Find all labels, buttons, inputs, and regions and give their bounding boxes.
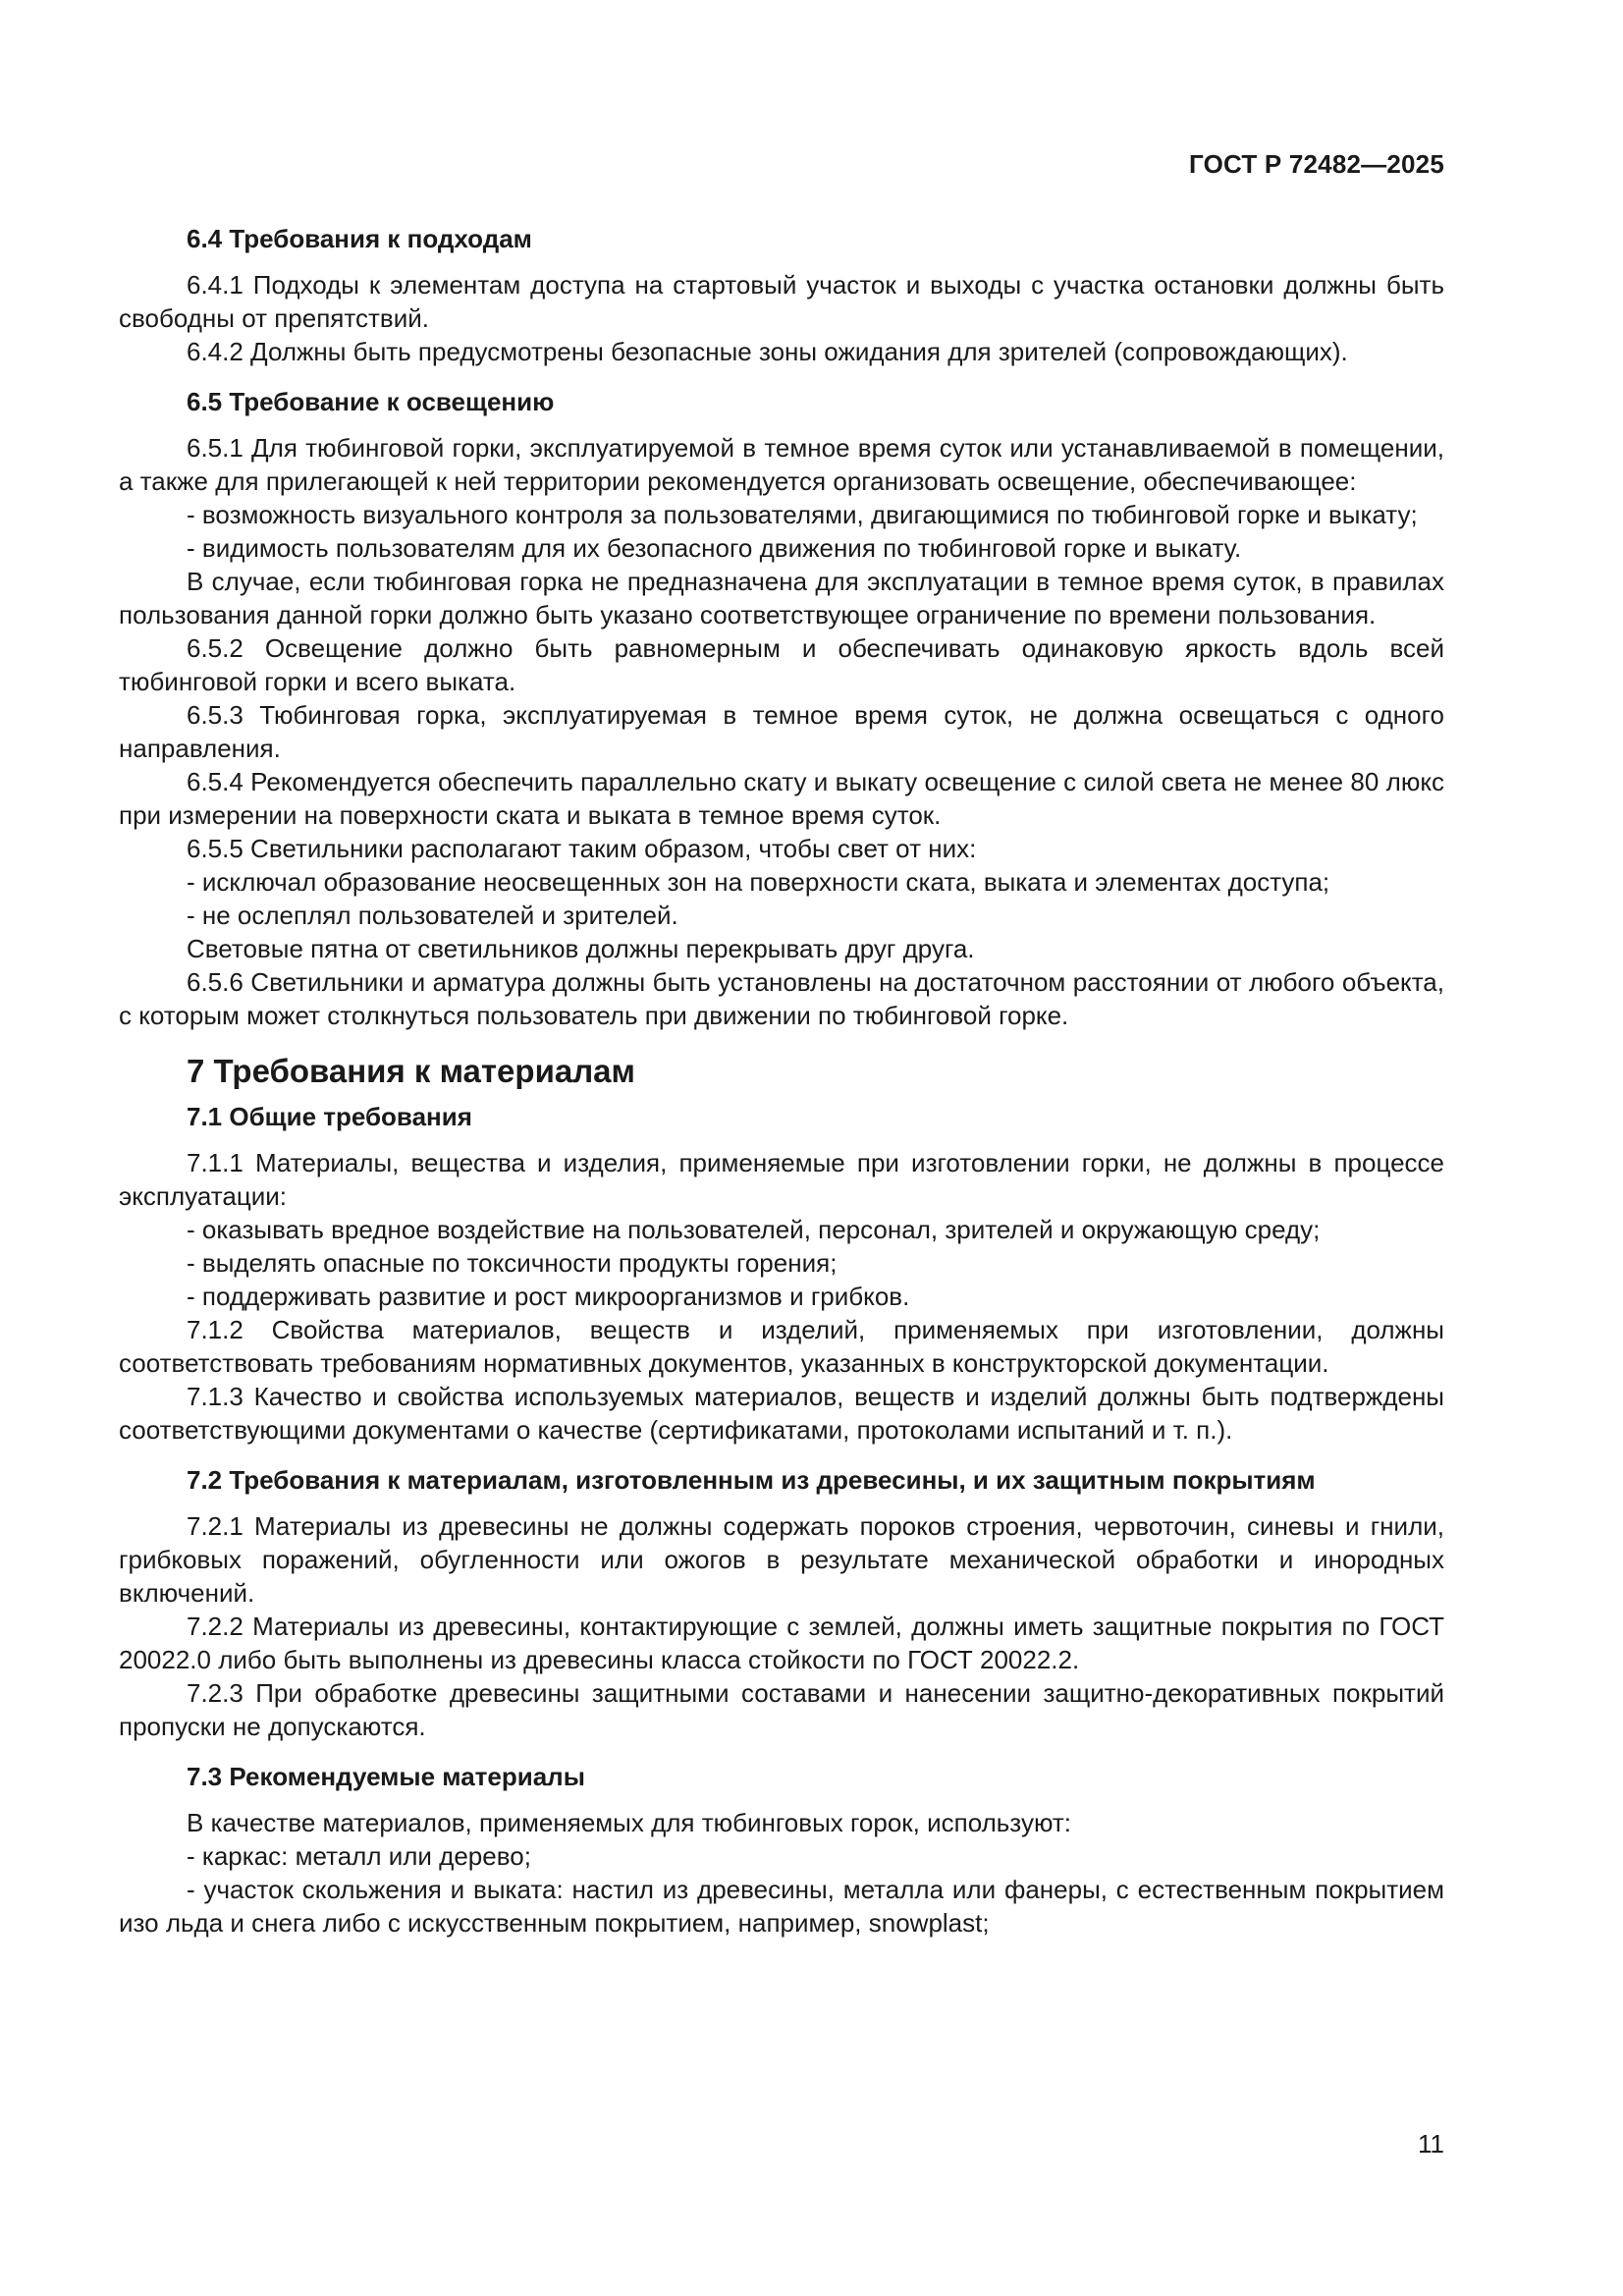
section-heading-7-3: 7.3 Рекомендуемые материалы (187, 1762, 585, 1791)
paragraph-6-5-5: 6.5.5 Светильники располагают таким образом, чтобы свет от них: (187, 834, 977, 863)
list-item-7-3-b: - участок скольжения и выката: настил из древесины, металла или фанеры, с естественным покрытием изо льда и снега либо с искусственным покрытием, например, snowplast; (119, 1875, 1444, 1938)
paragraph-6-5-1-note: В случае, если тюбинговая горка не предназначена для эксплуатации в темное время суток, в правилах пользования данной горки должно быть указано соответствующее ограничение по времени пользования. (119, 567, 1444, 629)
paragraph-6-4-1: 6.4.1 Подходы к элементам доступа на стартовый участок и выходы с участка остановки должны быть свободны от препятствий. (119, 270, 1444, 333)
list-item-7-1-1-a: - оказывать вредное воздействие на пользователей, персонал, зрителей и окружающую среду; (187, 1215, 1321, 1244)
paragraph-7-1-2: 7.1.2 Свойства материалов, веществ и изделий, применяемых при изготовлении, должны соответствовать требованиям нормативных документов, указанных в конструкторской документации. (119, 1315, 1444, 1378)
chapter-heading-7: 7 Требования к материалам (187, 1053, 635, 1089)
section-heading-7-1: 7.1 Общие требования (187, 1102, 472, 1131)
paragraph-6-5-1: 6.5.1 Для тюбинговой горки, эксплуатируемой в темное время суток или устанавливаемой в помещении, а также для прилегающей к ней территории рекомендуется организовать освещение, обеспечивающее: (119, 433, 1444, 496)
paragraph-7-1-1: 7.1.1 Материалы, вещества и изделия, применяемые при изготовлении горки, не должны в процессе эксплуатации: (119, 1148, 1444, 1211)
paragraph-7-2-1: 7.2.1 Материалы из древесины не должны содержать пороков строения, червоточин, синевы и гнили, грибковых поражений, обугленности или ожогов в результате механической обработки и инородных включений. (119, 1511, 1444, 1608)
paragraph-7-2-2: 7.2.2 Материалы из древесины, контактирующие с землей, должны иметь защитные покрытия по ГОСТ 20022.0 либо быть выполнены из древесины класса стойкости по ГОСТ 20022.2. (119, 1612, 1444, 1674)
list-item-7-1-1-c: - поддерживать развитие и рост микроорганизмов и грибков. (187, 1282, 910, 1311)
paragraph-7-3-intro: В качестве материалов, применяемых для тюбинговых горок, используют: (187, 1808, 1071, 1837)
paragraph-7-2-3: 7.2.3 При обработке древесины защитными составами и нанесении защитно-декоративных покрытий пропуски не допускаются. (119, 1678, 1444, 1741)
paragraph-6-5-5-note: Световые пятна от светильников должны перекрывать друг друга. (187, 934, 975, 963)
paragraph-6-4-2: 6.4.2 Должны быть предусмотрены безопасные зоны ожидания для зрителей (сопровождающих). (187, 337, 1348, 366)
paragraph-6-5-4: 6.5.4 Рекомендуется обеспечить параллельно скату и выкату освещение с силой света не менее 80 люкс при измерении на поверхности ската и выката в темное время суток. (119, 767, 1444, 830)
list-item-7-3-a: - каркас: металл или дерево; (187, 1841, 531, 1871)
page-number: 11 (1418, 2129, 1444, 2159)
document-body (119, 222, 1444, 1940)
paragraph-6-5-2: 6.5.2 Освещение должно быть равномерным и обеспечивать одинаковую яркость вдоль всей тюбинговой горки и всего выката. (119, 633, 1444, 696)
list-item-6-5-1-a: - возможность визуального контроля за пользователями, двигающимися по тюбинговой горке и выкату; (187, 500, 1418, 529)
paragraph-6-5-3: 6.5.3 Тюбинговая горка, эксплуатируемая в темное время суток, не должна освещаться с одного направления. (119, 700, 1444, 763)
list-item-6-5-5-a: - исключал образование неосвещенных зон на поверхности ската, выката и элементах доступа; (187, 867, 1330, 897)
section-heading-6-5: 6.5 Требование к освещению (187, 387, 555, 416)
list-item-6-5-1-b: - видимость пользователям для их безопасного движения по тюбинговой горке и выкату. (187, 533, 1242, 563)
section-heading-6-4: 6.4 Требования к подходам (187, 224, 532, 253)
list-item-6-5-5-b: - не ослеплял пользователей и зрителей. (187, 901, 678, 930)
paragraph-7-1-3: 7.1.3 Качество и свойства используемых материалов, веществ и изделий должны быть подтверждены соответствующими документами о качестве (сертификатами, протоколами испытаний и т. п.). (119, 1382, 1444, 1445)
list-item-7-1-1-b: - выделять опасные по токсичности продукты горения; (187, 1248, 838, 1278)
paragraph-6-5-6: 6.5.6 Светильники и арматура должны быть установлены на достаточном расстоянии от любого объекта, с которым может столкнуться пользователь при движении по тюбинговой горке. (119, 967, 1444, 1030)
document-header: ГОСТ Р 72482—2025 (1189, 149, 1444, 179)
section-heading-7-2: 7.2 Требования к материалам, изготовленным из древесины, и их защитным покрытиям (187, 1465, 1316, 1495)
